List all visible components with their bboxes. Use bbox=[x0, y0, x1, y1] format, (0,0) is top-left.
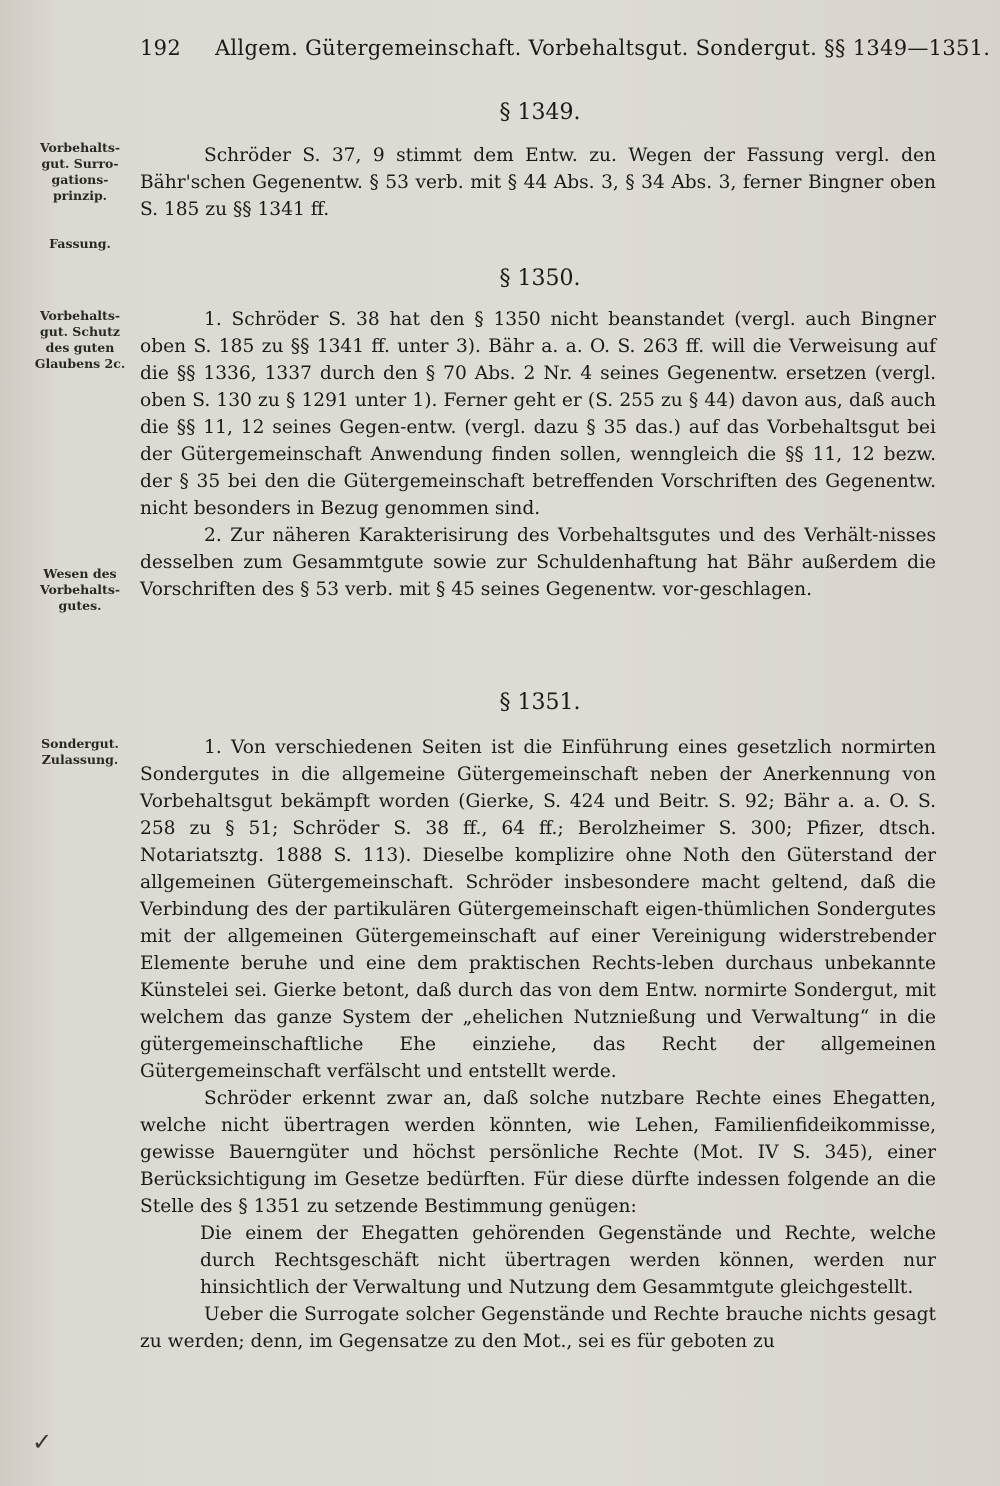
paragraph: 1. Schröder S. 38 hat den § 1350 nicht beanstandet (vergl. auch Bingner oben S. 185 zu §§ 1341 ff. unter 3). Bähr a. a. O. S. 263 ff. will die Verweisung auf die §§ 1336, 1337 durch den § 70 Abs. 2 Nr. 4 seines Gegenentw. ersetzen (vergl. oben S. 130 zu § 1291 unter 1). Ferner geht er (S. 255 zu § 44) davon aus, daß auch die §§ 11, 12 seines Gegen-entw. (vergl. dazu § 35 das.) auf das Vorbehaltsgut bei der Gütergemeinschaft Anwendung finden sollen, wenngleich die §§ 11, 12 bezw. der § 35 bei den die Gütergemeinschaft betreffenden Vorschriften des Gegenentw. nicht besonders in Bezug genommen sind. bbox=[140, 309, 936, 519]
section-body-1350 bbox=[140, 306, 936, 603]
paragraph: Schröder S. 37, 9 stimmt dem Entw. zu. Wegen der Fassung vergl. den Bähr'schen Gegenentw. § 53 verb. mit § 44 Abs. 3, § 34 Abs. 3, ferner Bingner oben S. 185 zu §§ 1341 ff. bbox=[140, 145, 936, 220]
page-header bbox=[140, 36, 991, 60]
margin-note-surrogation: Vorbehalts-gut. Surro-gations-prinzip. bbox=[39, 140, 121, 203]
section-title-1350: § 1350. bbox=[499, 266, 581, 291]
margin-note-fassung: Fassung. bbox=[49, 236, 111, 251]
margin-note-wesen: Wesen des Vorbehalts-gutes. bbox=[39, 566, 121, 613]
margin-note-sondergut: Sondergut. Zulassung. bbox=[41, 736, 119, 767]
running-title: Allgem. Gütergemeinschaft. Vorbehaltsgut. Sondergut. §§ 1349—1351. bbox=[214, 36, 991, 60]
check-mark-icon: ✓ bbox=[32, 1428, 53, 1456]
section-body-1349 bbox=[140, 142, 936, 223]
paragraph: 2. Zur näheren Karakterisirung des Vorbehaltsgutes und des Verhält-nisses desselben zum Gesammtgute sowie zur Schuldenhaftung hat Bähr außerdem die Vorschriften des § 53 verb. mit § 45 seines Gegenentw. vor-geschlagen. bbox=[140, 525, 936, 600]
margin-note-schutz: Vorbehalts-gut. Schutz des guten Glaubens 2c. bbox=[34, 308, 126, 371]
quoted-provision: Die einem der Ehegatten gehörenden Gegenstände und Rechte, welche durch Rechtsgeschäft nicht übertragen werden können, werden nur hinsichtlich der Verwaltung und Nutzung dem Gesammtgute gleichgestellt. bbox=[200, 1223, 936, 1298]
section-title-1351: § 1351. bbox=[499, 690, 581, 715]
paragraph: Ueber die Surrogate solcher Gegenstände und Rechte brauche nichts gesagt zu werden; denn, im Gegensatze zu den Mot., sei es für geboten zu bbox=[140, 1304, 936, 1352]
page-number: 192 bbox=[140, 36, 181, 60]
paragraph: 1. Von verschiedenen Seiten ist die Einführung eines gesetzlich normirten Sondergutes in die allgemeine Gütergemeinschaft neben der Anerkennung von Vorbehaltsgut bekämpft worden (Gierke, S. 424 und Beitr. S. 92; Bähr a. a. O. S. 258 zu § 51; Schröder S. 38 ff., 64 ff.; Berolzheimer S. 300; Pfizer, dtsch. Notariatsztg. 1888 S. 113). Dieselbe komplizire ohne Noth den Güterstand der allgemeinen Gütergemeinschaft. Schröder insbesondere macht geltend, daß die Verbindung des der partikulären Gütergemeinschaft eigen-thümlichen Sondergutes mit der allgemeinen Gütergemeinschaft auf einer Vereinigung widerstrebender Elemente beruhe und eine dem praktischen Rechts-leben durchaus unbekannte Künstelei sei. Gierke betont, daß durch das von dem Entw. normirte Sondergut, mit welchem das ganze System der „ehelichen Nutznießung und Verwaltung“ in die gütergemeinschaftliche Ehe einziehe, das Recht der allgemeinen Gütergemeinschaft verfälscht und entstellt werde. bbox=[140, 737, 936, 1082]
section-body-1351 bbox=[140, 734, 936, 1355]
paragraph: Schröder erkennt zwar an, daß solche nutzbare Rechte eines Ehegatten, welche nicht übertragen werden könnten, wie Lehen, Familienfideikommisse, gewisse Bauerngüter und höchst persönliche Rechte (Mot. IV S. 345), einer Berücksichtigung im Gesetze bedürften. Für diese dürfte indessen folgende an die Stelle des § 1351 zu setzende Bestimmung genügen: bbox=[140, 1088, 936, 1217]
section-title-1349: § 1349. bbox=[499, 100, 581, 125]
